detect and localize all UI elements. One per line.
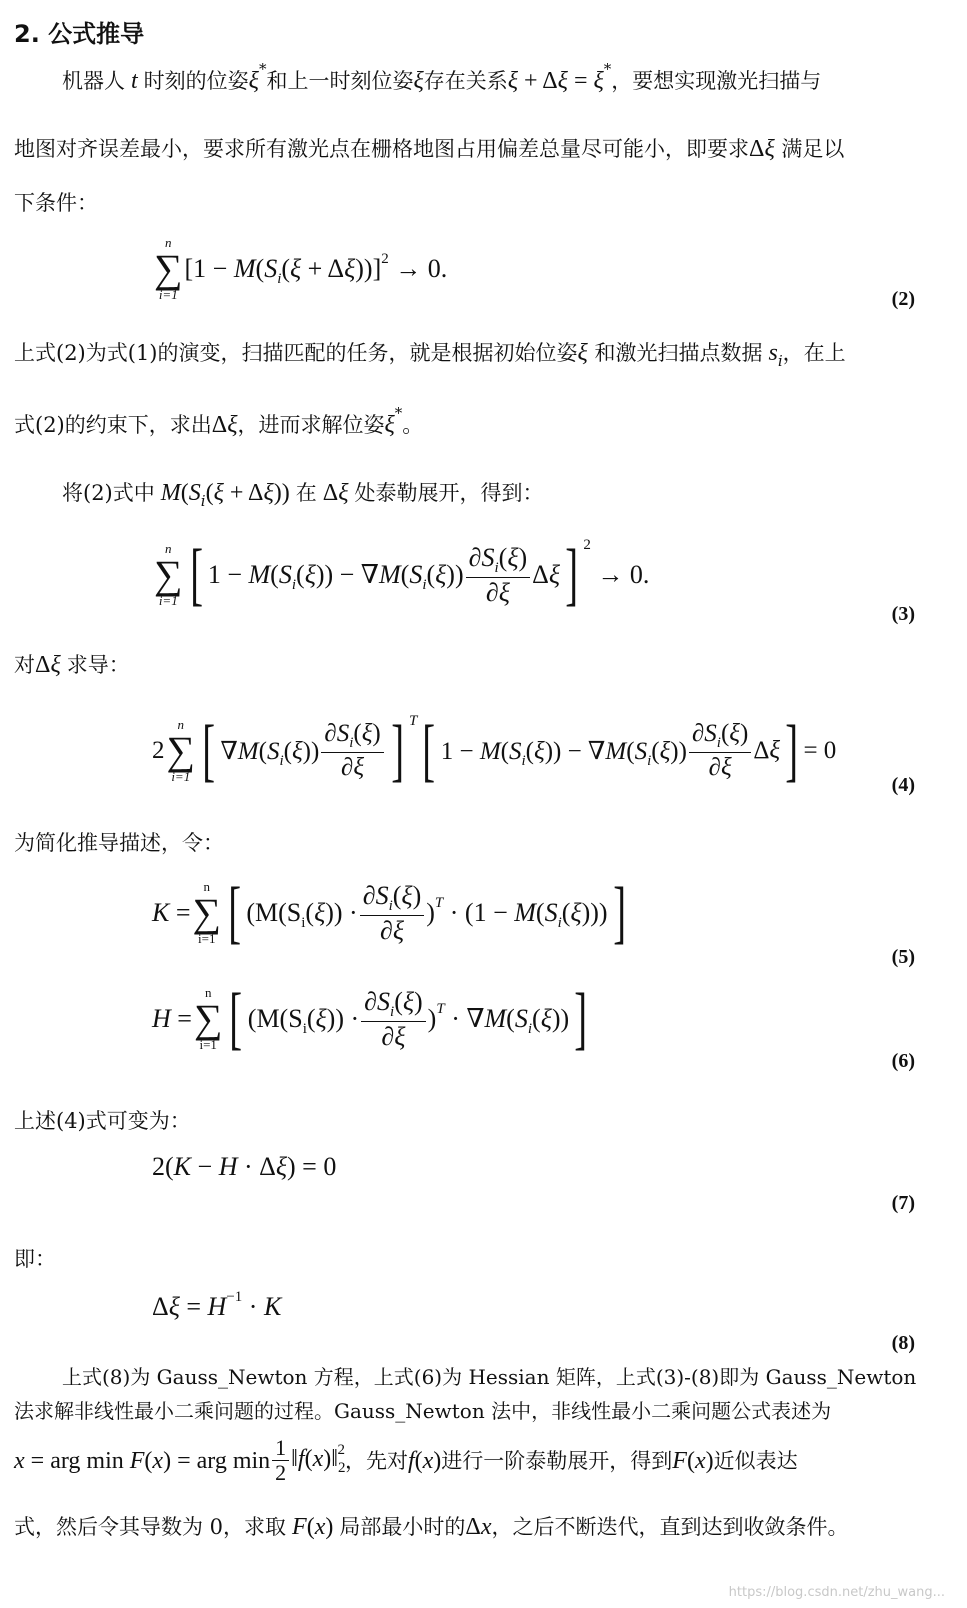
para3: 将(2)式中 $M(S_i(\xi + \Delta\xi))$ 在 Δξ 处泰勒展开，得到： (62, 480, 544, 510)
equation-3: n ∑ i=1 [ $1 - M(S_i(\xi)) - \nabla M(S_i(\xi))$ $\frac{\partial S_i(\xi)}{\partial\xi}$ Δξ ] 2 → 0. (154, 536, 650, 613)
equation-number-2: (2) (891, 288, 915, 310)
para6: 上述(4)式可变为： (14, 1109, 191, 1133)
para7: 即： (14, 1247, 56, 1271)
equation-number-3: (3) (891, 603, 915, 625)
para5: 为简化推导描述，令： (14, 831, 224, 855)
equation-2: n ∑ i=1 $[1 - M(S_i(\xi + \Delta\xi))]^2 \to 0$. (154, 235, 448, 302)
equation-number-5: (5) (891, 946, 915, 968)
watermark: https://blog.csdn.net/zhu_wang... (728, 1585, 945, 1600)
equation-4: 2 n ∑ i=1 [ $\nabla M(S_i(\xi))$ $\frac{\partial S_i(\xi)}{\partial\xi}$ ] T [ $1 - M(S_i(\xi)) - \nabla M(S_i(\xi))$ $\frac{\partial S_i(\xi)}{\partial\xi}$ Δξ ] = 0 (152, 712, 837, 789)
equation-number-8: (8) (891, 1332, 915, 1354)
para2-line2: 式(2)的约束下，求出Δξ，进而求解位姿ξ*。 (14, 404, 424, 438)
equation-number-4: (4) (891, 774, 915, 796)
para1-line1: 机器人 t 时刻的位姿ξ*和上一时刻位姿ξ存在关系ξ + Δξ = ξ*，要想实现激光扫描与 (62, 60, 822, 94)
para1-line2: 地图对齐误差最小，要求所有激光点在栅格地图占用偏差总量尽可能小，即要求Δξ 满足以 (14, 136, 845, 162)
equation-number-6: (6) (891, 1050, 915, 1072)
para8-line4: 式，然后令其导数为 0，求取 F(x) 局部最小时的Δx，之后不断迭代，直到达到收敛条件。 (14, 1514, 849, 1540)
equation-6: H = n ∑ i=1 [ ($M(S_i(\xi))$ · $\frac{\partial S_i(\xi)}{\partial\xi}$ )$^T \cdot \nabla M(S_i(\xi))$ ] (152, 980, 588, 1057)
equation-number-7: (7) (891, 1192, 915, 1214)
equation-7: 2(K − H · Δξ) = 0 (152, 1152, 337, 1181)
para1-line3: 下条件： (14, 191, 98, 215)
equation-8: $\Delta\xi = H^{-1} \cdot K$ (152, 1289, 282, 1321)
section-title: 2. 公式推导 (14, 20, 145, 48)
para4: 对Δξ 求导： (14, 652, 130, 678)
para8-line2: 法求解非线性最小二乘问题的过程。Gauss_Newton 法中，非线性最小二乘问题公式表述为 (14, 1399, 832, 1423)
para8-line1: 上式(8)为 Gauss_Newton 方程，上式(6)为 Hessian 矩阵，上式(3)-(8)即为 Gauss_Newton (62, 1365, 917, 1389)
equation-5: K = n ∑ i=1 [ ($M(S_i(\xi))$ · $\frac{\partial S_i(\xi)}{\partial\xi}$ )$^T \cdot (1 - M(S_i(\xi)))$ ] (152, 874, 626, 951)
para8-line3: x = arg min F(x) = arg min $\frac{1}{2}$ $‖f(x)‖_2^2$ ，先对 f ( x ) 进行一阶泰勒展开，得到 F ( x ) 近似表达 (14, 1435, 798, 1485)
para2-line1: 上式(2)为式(1)的演变，扫描匹配的任务，就是根据初始位姿ξ 和激光扫描点数据 $s_i$，在上 (14, 340, 846, 370)
